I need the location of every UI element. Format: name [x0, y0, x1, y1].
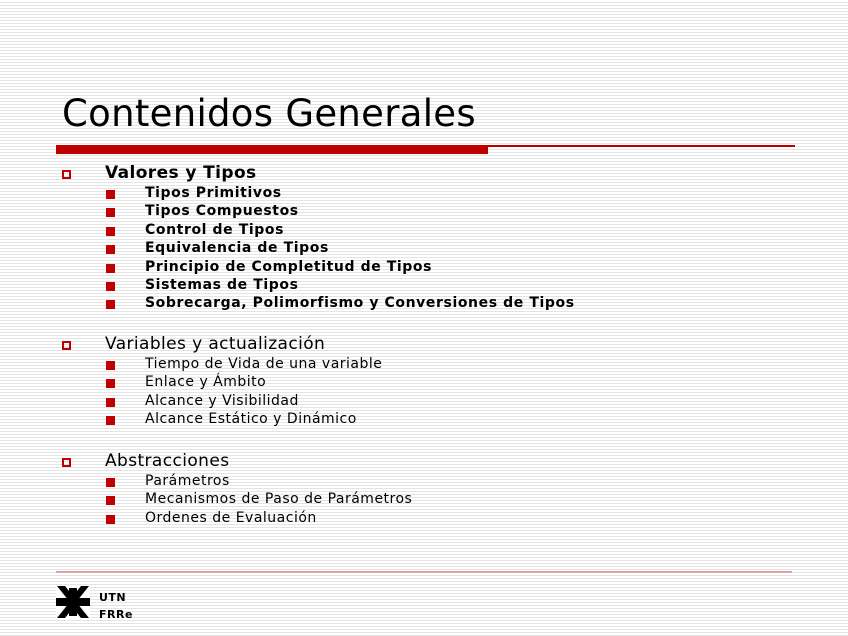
- list-item-label: Tiempo de Vida de una variable: [145, 356, 383, 372]
- filled-square-bullet-icon: [106, 478, 115, 487]
- filled-square-bullet-icon: [106, 515, 115, 524]
- filled-square-bullet-icon: [106, 361, 115, 370]
- list-item-label: Tipos Compuestos: [145, 203, 299, 220]
- filled-square-bullet-icon: [106, 496, 115, 505]
- logo-line-frre: FRRe: [99, 608, 133, 621]
- list-item-label: Alcance y Visibilidad: [145, 392, 299, 409]
- filled-square-bullet-icon: [106, 379, 115, 388]
- filled-square-bullet-icon: [106, 398, 115, 407]
- list-item-label: Alcance Estático y Dinámico: [145, 411, 357, 428]
- slide-title: Contenidos Generales: [62, 92, 476, 135]
- filled-square-bullet-icon: [106, 416, 115, 425]
- logo-line-utn: UTN: [99, 591, 127, 604]
- filled-square-bullet-icon: [106, 282, 115, 291]
- hollow-square-bullet-icon: [62, 170, 71, 179]
- footer-divider: [56, 571, 792, 573]
- section-title: Abstracciones: [105, 451, 230, 471]
- list-item-label: Mecanismos de Paso de Parámetros: [145, 491, 413, 508]
- filled-square-bullet-icon: [106, 208, 115, 217]
- list-item-label: Parámetros: [145, 473, 230, 489]
- section-title: Valores y Tipos: [105, 163, 257, 183]
- filled-square-bullet-icon: [106, 264, 115, 273]
- filled-square-bullet-icon: [106, 300, 115, 309]
- list-item-label: Sistemas de Tipos: [145, 276, 299, 293]
- title-underline-thick: [56, 145, 488, 154]
- title-underline-thin: [488, 145, 795, 147]
- utn-logo-icon: [56, 585, 90, 619]
- hollow-square-bullet-icon: [62, 341, 71, 350]
- list-item-label: Equivalencia de Tipos: [145, 240, 329, 257]
- hollow-square-bullet-icon: [62, 458, 71, 467]
- list-item-label: Principio de Completitud de Tipos: [145, 258, 433, 275]
- filled-square-bullet-icon: [106, 245, 115, 254]
- list-item-label: Tipos Primitivos: [145, 185, 282, 201]
- list-item-label: Enlace y Ámbito: [145, 374, 267, 391]
- filled-square-bullet-icon: [106, 190, 115, 199]
- list-item-label: Ordenes de Evaluación: [145, 509, 317, 526]
- filled-square-bullet-icon: [106, 227, 115, 236]
- list-item-label: Control de Tipos: [145, 221, 285, 238]
- logo-text: [99, 589, 133, 623]
- list-item-label: Sobrecarga, Polimorfismo y Conversiones de Tipos: [145, 295, 575, 312]
- section-title: Variables y actualización: [105, 334, 326, 354]
